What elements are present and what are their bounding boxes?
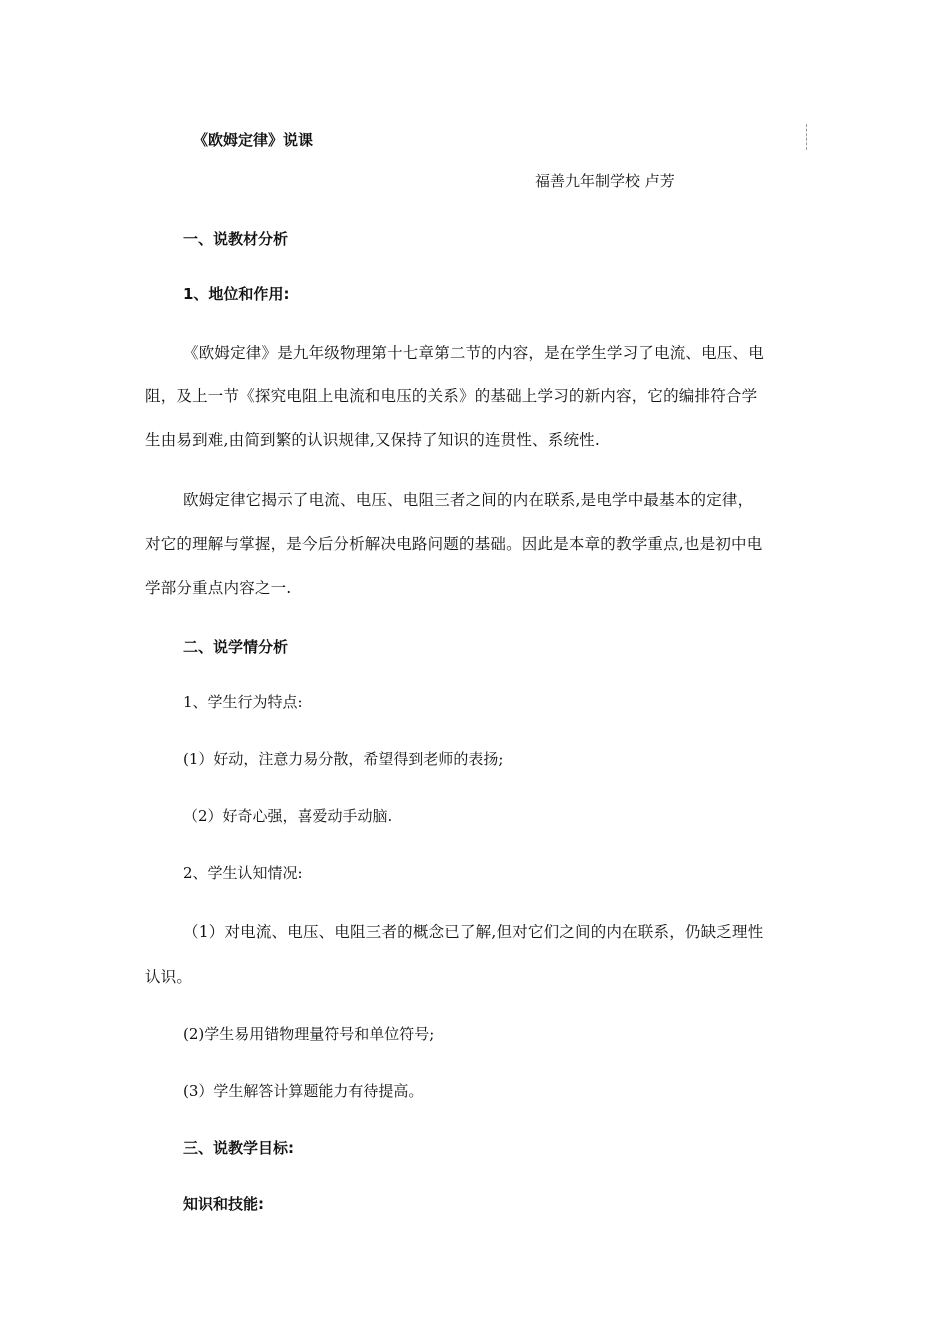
para-1-line-1: 《欧姆定律》是九年级物理第十七章第二节的内容，是在学生学习了电流、电压、电 <box>183 344 764 362</box>
document-title: 《欧姆定律》说课 <box>193 131 314 149</box>
section-2-heading: 二、说学情分析 <box>183 638 289 656</box>
item-2-2: (2)学生易用错物理量符号和单位符号; <box>183 1025 435 1043</box>
para-1-line-3: 生由易到难,由简到繁的认识规律,又保持了知识的连贯性、系统性. <box>145 431 600 449</box>
para-1-line-2: 阻，及上一节《探究电阻上电流和电压的关系》的基础上学习的新内容，它的编排符合学 <box>145 387 758 405</box>
subsection-1-heading: 1、地位和作用: <box>183 285 290 303</box>
item-2-1-line-1: （1）对电流、电压、电阻三者的概念已了解,但对它们之间的内在联系，仍缺乏理性 <box>183 923 764 941</box>
para-2-line-1: 欧姆定律它揭示了电流、电压、电阻三者之间的内在联系,是电学中最基本的定律， <box>183 491 754 509</box>
section-1-heading: 一、说教材分析 <box>183 230 289 248</box>
item-1-2: （2）好奇心强，喜爱动手动脑. <box>183 807 393 825</box>
section-3-heading: 三、说教学目标: <box>183 1139 294 1157</box>
para-2-line-3: 学部分重点内容之一. <box>145 579 292 597</box>
item-1-1: (1）好动，注意力易分散，希望得到老师的表扬; <box>183 750 504 768</box>
margin-marker <box>806 124 807 150</box>
knowledge-heading: 知识和技能: <box>183 1195 264 1213</box>
item-2: 2、学生认知情况: <box>183 864 303 882</box>
para-2-line-2: 对它的理解与掌握，是今后分析解决电路问题的基础。因此是本章的教学重点,也是初中电 <box>145 535 763 553</box>
document-author: 福善九年制学校 卢芳 <box>535 172 675 190</box>
item-2-1-line-2: 认识。 <box>145 968 193 986</box>
item-2-3: (3）学生解答计算题能力有待提高。 <box>183 1082 424 1100</box>
item-1: 1、学生行为特点: <box>183 693 303 711</box>
